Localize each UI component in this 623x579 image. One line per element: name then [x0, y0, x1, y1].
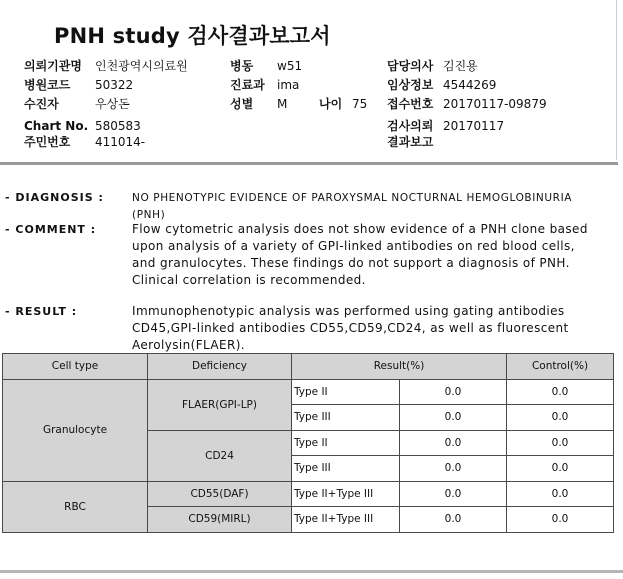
cell-flaer: FLAER(GPI-LP)	[148, 379, 292, 430]
header-result: Result(%)	[292, 354, 507, 380]
patient-label: 수진자	[24, 97, 59, 111]
doctor-value: 김진용	[443, 59, 478, 73]
cell-control: 0.0	[507, 430, 614, 456]
cell-result: 0.0	[400, 379, 507, 405]
result-label: - RESULT :	[5, 305, 78, 318]
cell-type-label: Type II	[292, 379, 400, 405]
cell-result: 0.0	[400, 507, 507, 533]
dept-label: 진료과	[230, 78, 265, 92]
resident-no-label: 주민번호	[24, 135, 71, 149]
table-row	[3, 481, 614, 507]
header-control: Control(%)	[507, 354, 614, 380]
result-text: Immunophenotypic analysis was performed using gating antibodies CD45,GPI-linked antibodies CD55,CD59,CD24, as well as fluorescent Aerolysin(FLAER).	[132, 304, 569, 352]
cell-type-label: Type III	[292, 405, 400, 431]
clinical-info-label: 임상정보	[387, 78, 434, 92]
ward-label: 병동	[230, 59, 254, 73]
clinical-info-value: 4544269	[443, 78, 497, 92]
page-right-border	[616, 0, 617, 160]
comment-label: - COMMENT :	[5, 223, 97, 236]
doctor-label: 담당의사	[387, 59, 434, 73]
sex-value: M	[277, 97, 288, 111]
header-cell-type: Cell type	[3, 354, 148, 380]
resident-no-value: 411014-	[95, 135, 146, 149]
cell-type-label: Type II+Type III	[292, 507, 400, 533]
page-bottom-divider	[0, 570, 623, 573]
diagnosis-label: - DIAGNOSIS :	[5, 191, 104, 204]
cell-result: 0.0	[400, 405, 507, 431]
ward-value: w51	[277, 59, 303, 73]
cell-control: 0.0	[507, 379, 614, 405]
hospital-code-value: 50322	[95, 78, 134, 92]
chart-no-value: 580583	[95, 119, 141, 133]
dept-value: ima	[277, 78, 300, 92]
institution-label: 의뢰기관명	[24, 59, 82, 73]
request-date-label: 검사의뢰	[387, 119, 434, 133]
cell-result: 0.0	[400, 430, 507, 456]
cell-result: 0.0	[400, 481, 507, 507]
result-table	[2, 353, 614, 533]
report-title: PNH study 검사결과보고서	[54, 24, 331, 48]
sex-label: 성별	[230, 97, 254, 111]
request-date-value: 20170117	[443, 119, 505, 133]
table-header-row	[3, 354, 614, 380]
age-value: 75	[352, 97, 368, 111]
comment-text: Flow cytometric analysis does not show evidence of a PNH clone based upon analysis of a variety of GPI-linked antibodies on red blood cells, and granulocytes. These findings do not support a diagnosis of PNH. Clinical correlation is recommended.	[132, 222, 588, 287]
receipt-no-value: 20170117-09879	[443, 97, 547, 111]
cell-type-label: Type II+Type III	[292, 481, 400, 507]
cell-control: 0.0	[507, 507, 614, 533]
cell-cd55: CD55(DAF)	[148, 481, 292, 507]
header-divider	[0, 162, 618, 165]
cell-control: 0.0	[507, 405, 614, 431]
receipt-no-label: 접수번호	[387, 97, 434, 111]
institution-value: 인천광역시의료원	[95, 59, 188, 73]
age-label: 나이	[319, 97, 343, 111]
table-row	[3, 379, 614, 405]
cell-cd24: CD24	[148, 430, 292, 481]
cell-control: 0.0	[507, 481, 614, 507]
cell-result: 0.0	[400, 456, 507, 482]
hospital-code-label: 병원코드	[24, 78, 71, 92]
cell-granulocyte: Granulocyte	[3, 379, 148, 481]
chart-no-label: Chart No.	[24, 119, 89, 133]
report-label: 결과보고	[387, 135, 434, 149]
cell-control: 0.0	[507, 456, 614, 482]
header-deficiency: Deficiency	[148, 354, 292, 380]
cell-cd59: CD59(MIRL)	[148, 507, 292, 533]
cell-type-label: Type II	[292, 430, 400, 456]
patient-value: 우상돈	[95, 97, 130, 111]
cell-rbc: RBC	[3, 481, 148, 532]
diagnosis-text: NO PHENOTYPIC EVIDENCE OF PAROXYSMAL NOCTURNAL HEMOGLOBINURIA (PNH)	[132, 192, 573, 221]
cell-type-label: Type III	[292, 456, 400, 482]
